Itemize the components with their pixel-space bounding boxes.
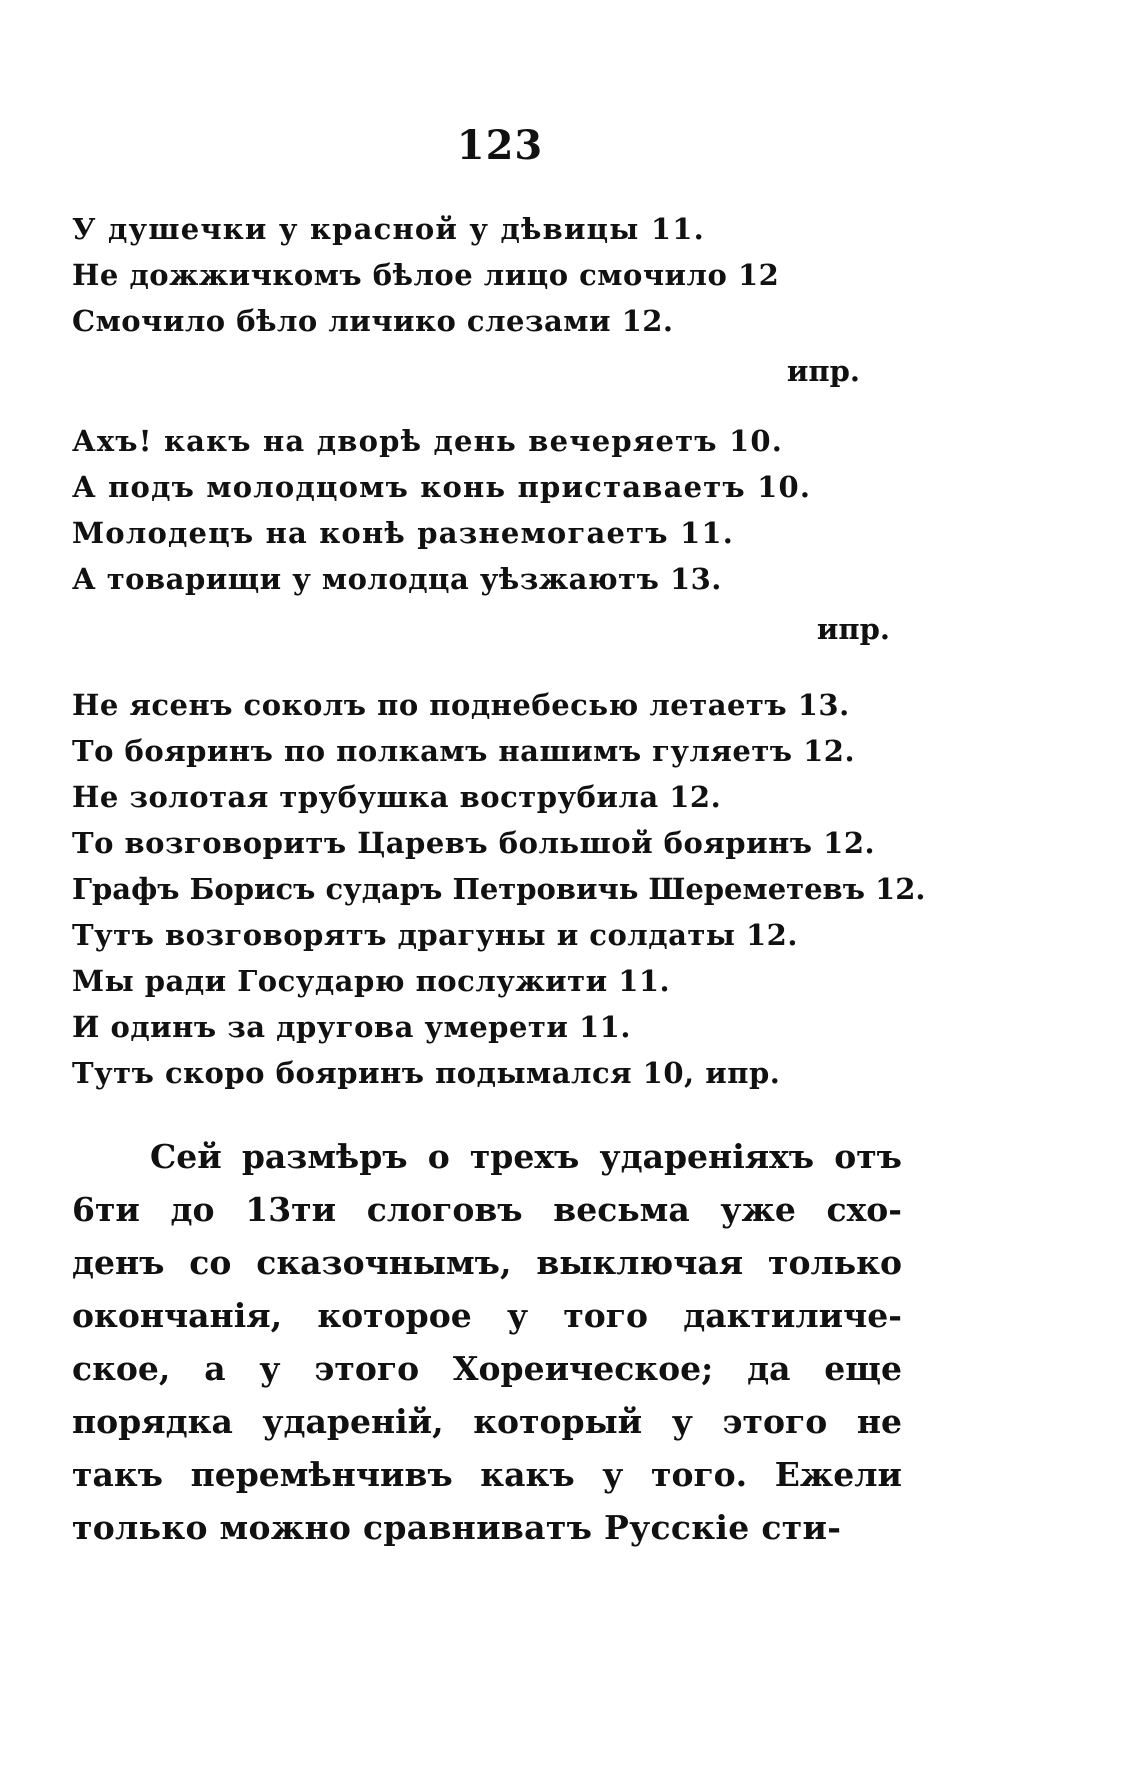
prose-line: такъ перемѣнчивъ какъ у того. Ежели <box>72 1455 902 1494</box>
verse-line: То бояринъ по полкамъ нашимъ гуляетъ 12. <box>72 734 856 768</box>
verse-line: А товарищи у молодца уѣзжаютъ 13. <box>72 562 722 596</box>
prose-line: ское, а у этого Хореическое; да еще <box>72 1349 902 1388</box>
verse-line: Не ясенъ соколъ по поднебесью летаетъ 13. <box>72 688 850 722</box>
prose-line: Сей размѣръ о трехъ удареніяхъ отъ <box>150 1137 902 1176</box>
verse-line: Графъ Борисъ сударъ Петровичь Шереметевъ 12. <box>72 872 926 906</box>
verse-line: Молодецъ на конѣ разнемогаетъ 11. <box>72 516 735 550</box>
page-number: 123 <box>456 122 544 169</box>
verse-line: Тутъ возговорятъ драгуны и солдаты 12. <box>72 918 798 952</box>
verse-line: Не золотая трубушка вострубила 12. <box>72 780 722 814</box>
prose-line: только можно сравниватъ Русскіе сти- <box>72 1508 842 1547</box>
verse-line: Тутъ скоро бояринъ подымался 10, ипр. <box>72 1056 781 1090</box>
verse-line: А подъ молодцомъ конь приставаетъ 10. <box>72 470 812 504</box>
verse-stanza-3 <box>72 682 952 1096</box>
prose-line: 6ти до 13ти слоговъ весьма уже схо- <box>72 1190 902 1229</box>
verse-line: И одинъ за другова умерети 11. <box>72 1010 631 1044</box>
verse-line: Смочило бѣло личико слезами 12. <box>72 304 674 338</box>
verse-line: То возговоритъ Царевъ большой бояринъ 12. <box>72 826 876 860</box>
prose-paragraph <box>72 1130 902 1554</box>
verse-line: У душечки у красной у дѣвицы 11. <box>72 212 705 246</box>
prose-line: денъ со сказочнымъ, выключая только <box>72 1243 902 1282</box>
verse-stanza-1 <box>72 206 952 394</box>
stanza-ending: ипр. <box>786 354 860 388</box>
prose-line: порядка удареній, который у этого не <box>72 1402 902 1441</box>
stanza-ending: ипр. <box>816 612 890 646</box>
prose-line: окончанія, которое у того дактиличе- <box>72 1296 902 1335</box>
verse-stanza-2 <box>72 418 952 652</box>
verse-line: Мы ради Государю послужити 11. <box>72 964 671 998</box>
verse-line: Не дожжичкомъ бѣлое лицо смочило 12 <box>72 258 780 292</box>
verse-line: Ахъ! какъ на дворѣ день вечеряетъ 10. <box>72 424 784 458</box>
